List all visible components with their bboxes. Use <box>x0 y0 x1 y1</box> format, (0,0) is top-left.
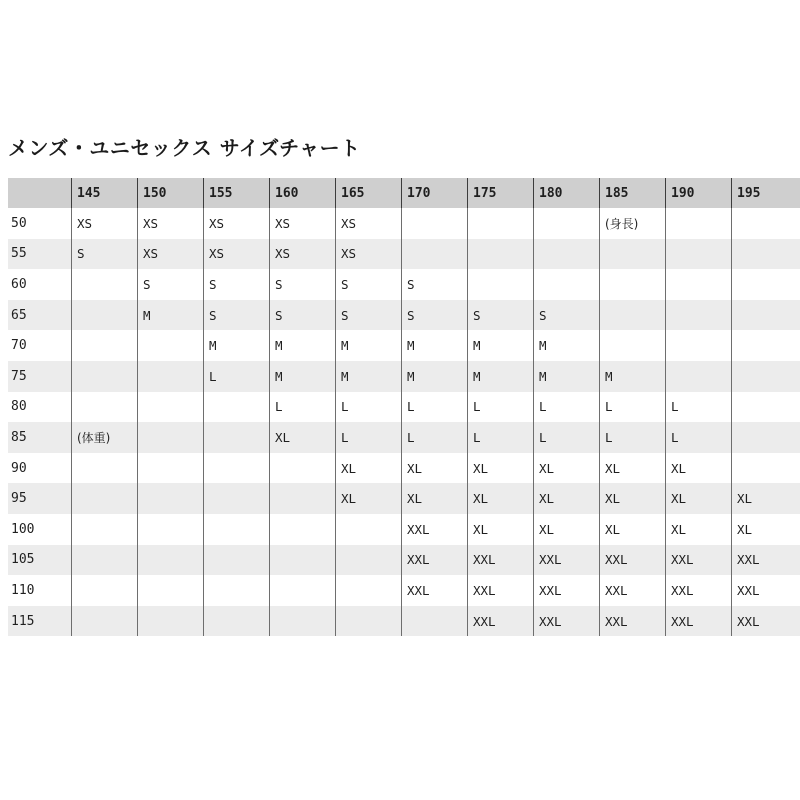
size-cell <box>731 208 797 239</box>
size-cell: XXL <box>731 575 797 606</box>
size-cell: XXL <box>731 545 797 576</box>
height-header-165: 165 <box>335 178 401 208</box>
size-cell: XL <box>665 453 731 484</box>
size-cell <box>467 239 533 270</box>
table-row <box>8 514 800 545</box>
size-cell <box>731 422 797 453</box>
size-cell: L <box>467 392 533 423</box>
size-cell <box>71 361 137 392</box>
size-cell <box>467 208 533 239</box>
size-cell <box>599 239 665 270</box>
size-cell: XXL <box>467 606 533 637</box>
size-cell <box>71 545 137 576</box>
size-cell: M <box>269 330 335 361</box>
size-cell <box>71 300 137 331</box>
size-cell: L <box>335 392 401 423</box>
table-row <box>8 269 800 300</box>
size-cell <box>335 545 401 576</box>
size-cell <box>269 514 335 545</box>
size-cell <box>665 300 731 331</box>
size-cell: S <box>269 300 335 331</box>
size-cell <box>335 575 401 606</box>
size-cell: S <box>71 239 137 270</box>
size-cell <box>203 514 269 545</box>
size-cell: XL <box>533 453 599 484</box>
size-cell <box>665 330 731 361</box>
size-cell <box>71 483 137 514</box>
size-cell <box>269 483 335 514</box>
size-cell: XS <box>137 239 203 270</box>
table-row <box>8 330 800 361</box>
size-cell: XL <box>467 453 533 484</box>
size-cell: S <box>533 300 599 331</box>
weight-label: 115 <box>11 613 35 629</box>
size-cell: S <box>137 269 203 300</box>
height-header-160: 160 <box>269 178 335 208</box>
size-cell: L <box>203 361 269 392</box>
size-cell: L <box>533 392 599 423</box>
size-cell <box>665 208 731 239</box>
size-cell <box>731 300 797 331</box>
size-cell: XL <box>599 514 665 545</box>
size-cell: M <box>467 361 533 392</box>
size-cell <box>137 330 203 361</box>
table-row <box>8 606 800 637</box>
size-cell: XL <box>269 422 335 453</box>
table-row <box>8 361 800 392</box>
size-cell: XXL <box>533 545 599 576</box>
size-cell <box>203 422 269 453</box>
weight-label: 110 <box>11 582 35 598</box>
size-cell: XL <box>665 483 731 514</box>
size-cell: XL <box>533 514 599 545</box>
size-cell: S <box>335 269 401 300</box>
size-cell: XXL <box>533 606 599 637</box>
weight-label: 80 <box>11 399 27 415</box>
size-cell: XL <box>599 483 665 514</box>
header-corner <box>8 178 71 208</box>
size-cell: L <box>401 422 467 453</box>
size-cell <box>467 269 533 300</box>
weight-label: 105 <box>11 552 35 568</box>
size-cell <box>599 269 665 300</box>
size-cell: XXL <box>467 575 533 606</box>
size-cell: XXL <box>731 606 797 637</box>
height-header-180: 180 <box>533 178 599 208</box>
size-cell <box>137 483 203 514</box>
weight-label: 75 <box>11 368 27 384</box>
size-cell <box>71 453 137 484</box>
height-header-195: 195 <box>731 178 797 208</box>
size-cell: XS <box>203 239 269 270</box>
size-cell: L <box>533 422 599 453</box>
size-cell <box>335 606 401 637</box>
size-cell: XS <box>335 239 401 270</box>
table-row <box>8 239 800 270</box>
size-cell: XL <box>401 453 467 484</box>
size-cell: M <box>467 330 533 361</box>
table-row <box>8 545 800 576</box>
size-cell <box>731 392 797 423</box>
size-cell: XL <box>665 514 731 545</box>
table-row <box>8 483 800 514</box>
size-cell: XS <box>335 208 401 239</box>
weight-axis-label: (体重) <box>71 422 137 453</box>
weight-label: 90 <box>11 460 27 476</box>
size-cell: M <box>269 361 335 392</box>
size-cell: L <box>599 392 665 423</box>
size-cell: M <box>203 330 269 361</box>
size-cell: S <box>335 300 401 331</box>
size-cell: S <box>401 300 467 331</box>
weight-label: 100 <box>11 521 35 537</box>
weight-label: 60 <box>11 276 27 292</box>
size-cell: L <box>665 392 731 423</box>
size-cell <box>269 575 335 606</box>
height-header-170: 170 <box>401 178 467 208</box>
header-row <box>8 178 800 208</box>
size-cell <box>137 514 203 545</box>
page-title: メンズ・ユニセックス サイズチャート <box>8 136 361 160</box>
size-cell <box>665 361 731 392</box>
size-cell <box>203 483 269 514</box>
height-header-145: 145 <box>71 178 137 208</box>
size-cell: M <box>137 300 203 331</box>
size-cell: L <box>599 422 665 453</box>
size-cell: XXL <box>665 606 731 637</box>
size-cell <box>203 453 269 484</box>
size-cell <box>665 239 731 270</box>
weight-label: 50 <box>11 215 27 231</box>
size-cell <box>137 575 203 606</box>
size-cell: XXL <box>599 606 665 637</box>
size-cell <box>401 239 467 270</box>
size-cell <box>731 269 797 300</box>
size-cell: M <box>533 361 599 392</box>
size-cell <box>71 575 137 606</box>
size-cell <box>731 330 797 361</box>
size-cell <box>401 208 467 239</box>
size-cell: S <box>203 269 269 300</box>
size-cell: XXL <box>467 545 533 576</box>
size-cell: XS <box>71 208 137 239</box>
size-cell <box>533 239 599 270</box>
size-cell: M <box>533 330 599 361</box>
size-cell: XL <box>731 483 797 514</box>
size-cell <box>137 453 203 484</box>
size-cell <box>137 361 203 392</box>
size-cell: L <box>269 392 335 423</box>
size-cell <box>533 208 599 239</box>
size-cell: XL <box>467 514 533 545</box>
size-cell: M <box>599 361 665 392</box>
height-header-175: 175 <box>467 178 533 208</box>
weight-label: 70 <box>11 338 27 354</box>
size-cell <box>137 545 203 576</box>
height-header-150: 150 <box>137 178 203 208</box>
size-cell: XL <box>335 453 401 484</box>
size-cell: S <box>269 269 335 300</box>
table-row <box>8 208 800 239</box>
size-cell <box>599 330 665 361</box>
size-cell: XS <box>269 208 335 239</box>
size-cell: XXL <box>599 545 665 576</box>
weight-label: 65 <box>11 307 27 323</box>
size-cell: XL <box>731 514 797 545</box>
size-cell <box>203 606 269 637</box>
size-cell: L <box>335 422 401 453</box>
height-axis-label: (身長) <box>599 208 665 239</box>
size-cell <box>71 269 137 300</box>
size-cell <box>269 606 335 637</box>
size-cell <box>533 269 599 300</box>
size-cell <box>71 514 137 545</box>
size-cell <box>137 606 203 637</box>
size-cell: XL <box>599 453 665 484</box>
size-cell: L <box>665 422 731 453</box>
size-cell <box>731 239 797 270</box>
table-row <box>8 300 800 331</box>
table-row <box>8 392 800 423</box>
size-cell <box>203 575 269 606</box>
size-cell <box>71 392 137 423</box>
size-cell: XS <box>269 239 335 270</box>
table-row <box>8 453 800 484</box>
size-cell: L <box>401 392 467 423</box>
size-cell: L <box>467 422 533 453</box>
size-cell: M <box>401 361 467 392</box>
size-cell <box>599 300 665 331</box>
size-cell <box>731 453 797 484</box>
size-cell: M <box>401 330 467 361</box>
size-cell: XXL <box>401 575 467 606</box>
size-cell: XXL <box>599 575 665 606</box>
size-cell <box>203 392 269 423</box>
size-cell: XXL <box>665 575 731 606</box>
weight-label: 85 <box>11 429 27 445</box>
weight-label: 95 <box>11 491 27 507</box>
size-cell: S <box>467 300 533 331</box>
size-cell <box>269 453 335 484</box>
size-cell <box>203 545 269 576</box>
size-cell: XL <box>335 483 401 514</box>
size-chart-table <box>8 178 800 636</box>
size-cell <box>731 361 797 392</box>
size-cell <box>269 545 335 576</box>
size-cell: XXL <box>665 545 731 576</box>
size-cell: S <box>401 269 467 300</box>
size-cell: XL <box>401 483 467 514</box>
size-cell <box>665 269 731 300</box>
size-cell <box>71 330 137 361</box>
size-cell: XS <box>137 208 203 239</box>
size-cell: XL <box>467 483 533 514</box>
table-row <box>8 422 800 453</box>
size-cell <box>335 514 401 545</box>
size-cell <box>137 392 203 423</box>
size-cell: M <box>335 330 401 361</box>
height-header-190: 190 <box>665 178 731 208</box>
height-header-155: 155 <box>203 178 269 208</box>
size-cell <box>401 606 467 637</box>
size-cell <box>71 606 137 637</box>
size-cell: XS <box>203 208 269 239</box>
weight-label: 55 <box>11 246 27 262</box>
height-header-185: 185 <box>599 178 665 208</box>
size-cell: XXL <box>533 575 599 606</box>
table-row <box>8 575 800 606</box>
size-cell: M <box>335 361 401 392</box>
size-cell: XXL <box>401 545 467 576</box>
size-cell: XL <box>533 483 599 514</box>
size-cell: S <box>203 300 269 331</box>
size-cell: XXL <box>401 514 467 545</box>
size-cell <box>137 422 203 453</box>
